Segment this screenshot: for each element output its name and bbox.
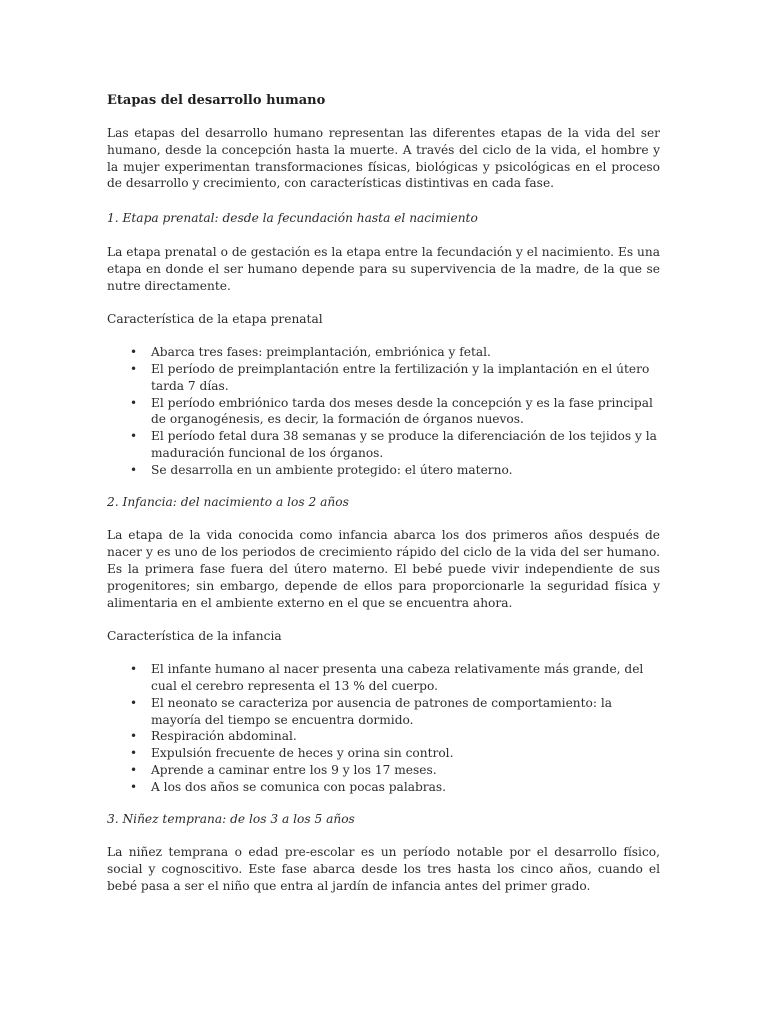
list-item: • El período fetal dura 38 semanas y se produce la diferenciación de los tejidos y la maduración funcional de los órganos. xyxy=(151,428,660,462)
section-paragraph-ninez-temprana: La niñez temprana o edad pre-escolar es un período notable por el desarrollo físico, social y cognoscitivo. Este fase abarca desde los tres hasta los cinco años, cuando el bebé pasa a ser el niño que entra al jardín de infancia antes del primer grado. xyxy=(107,845,660,893)
list-item: • El período de preimplantación entre la fertilización y la implantación en el útero tarda 7 días. xyxy=(151,361,660,395)
bullet-list-prenatal xyxy=(107,344,660,478)
list-item: • El neonato se caracteriza por ausencia de patrones de comportamiento: la mayoría del tiempo se encuentra dormido. xyxy=(151,695,660,729)
subheading-infancia-characteristics: Característica de la infancia xyxy=(107,629,282,644)
list-item: • Expulsión frecuente de heces y orina sin control. xyxy=(151,745,660,762)
list-item: • El período embriónico tarda dos meses desde la concepción y es la fase principal de organogénesis, es decir, la formación de órganos nuevos. xyxy=(151,395,660,429)
section-heading-prenatal: 1. Etapa prenatal: desde la fecundación hasta el nacimiento xyxy=(107,211,478,226)
section-heading-ninez-temprana: 3. Niñez temprana: de los 3 a los 5 años xyxy=(107,811,355,826)
document-page xyxy=(107,92,660,895)
list-item: • El infante humano al nacer presenta una cabeza relativamente más grande, del cual el cerebro representa el 13 % del cuerpo. xyxy=(151,661,660,695)
intro-paragraph: Las etapas del desarrollo humano representan las diferentes etapas de la vida del ser humano, desde la concepción hasta la muerte. A través del ciclo de la vida, el hombre y la mujer experimentan transformaciones físicas, biológicas y psicológicas en el proceso de desarrollo y crecimiento, con características distintivas en cada fase. xyxy=(107,126,660,191)
subheading-prenatal-characteristics: Característica de la etapa prenatal xyxy=(107,312,323,327)
list-item: • Respiración abdominal. xyxy=(151,728,660,745)
document-title: Etapas del desarrollo humano xyxy=(107,93,326,108)
bullet-list-infancia xyxy=(107,661,660,795)
section-heading-infancia: 2. Infancia: del nacimiento a los 2 años xyxy=(107,494,349,509)
list-item: • Se desarrolla en un ambiente protegido: el útero materno. xyxy=(151,462,660,479)
list-item: • A los dos años se comunica con pocas palabras. xyxy=(151,779,660,796)
section-paragraph-prenatal: La etapa prenatal o de gestación es la etapa entre la fecundación y el nacimiento. Es una etapa en donde el ser humano depende para su supervivencia de la madre, de la que se nutre directamente. xyxy=(107,244,660,293)
list-item: • Abarca tres fases: preimplantación, embriónica y fetal. xyxy=(151,344,660,361)
section-paragraph-infancia: La etapa de la vida conocida como infancia abarca los dos primeros años después de nacer y es uno de los periodos de crecimiento rápido del ciclo de la vida del ser humano. Es la primera fase fuera del útero materno. El bebé puede vivir independiente de sus progenitores; sin embargo, depende de ellos para proporcionarle la seguridad física y alimentaria en el ambiente externo en el que se encuentra ahora. xyxy=(107,528,660,610)
list-item: • Aprende a caminar entre los 9 y los 17 meses. xyxy=(151,762,660,779)
